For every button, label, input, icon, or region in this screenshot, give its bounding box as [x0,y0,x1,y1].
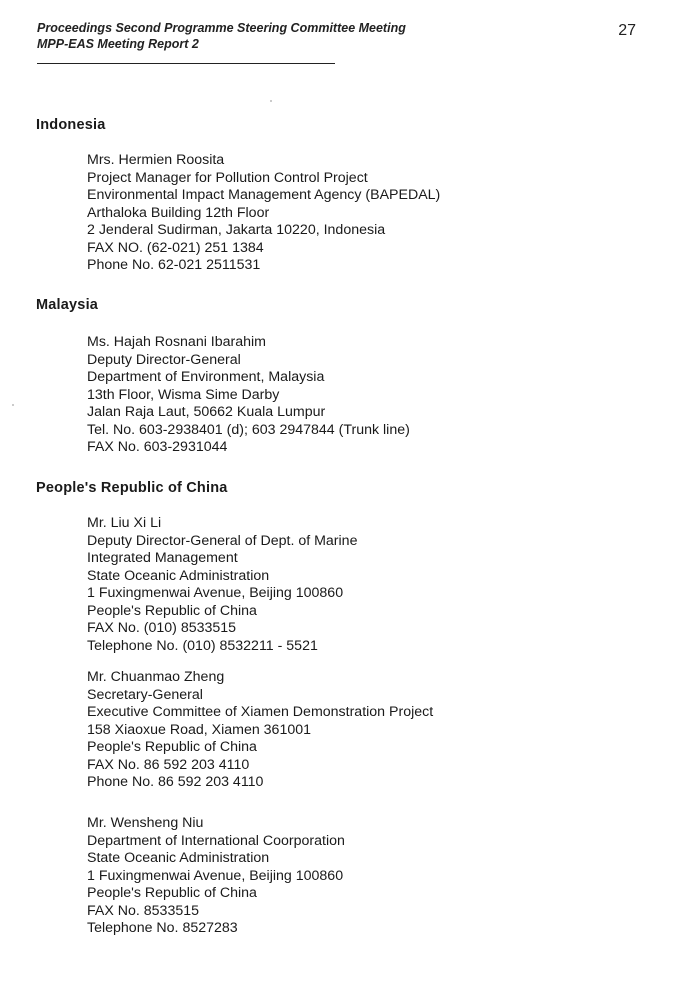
contact-entry [87,334,410,457]
header-subtitle: MPP-EAS Meeting Report 2 [37,37,199,51]
contact-line: Executive Committee of Xiamen Demonstration Project [87,704,434,720]
contact-fax: FAX No. 8533515 [87,902,200,919]
country-heading-china: People's Republic of China [36,480,228,496]
contact-line: 2 Jenderal Sudirman, Jakarta 10220, Indonesia [87,222,386,238]
contact-entry [87,515,357,655]
contact-line: 13th Floor, Wisma Sime Darby [87,386,280,403]
header-title: Proceedings Second Programme Steering Committee Meeting [37,21,406,35]
contact-entry [87,669,433,792]
contact-line: 1 Fuxingmenwai Avenue, Beijing 100860 [87,585,344,601]
contact-line: State Oceanic Administration [87,850,270,866]
contact-name: Mr. Liu Xi Li [87,515,162,531]
contact-line: Integrated Management [87,550,238,566]
page-number: 27 [618,22,636,39]
contact-line: Deputy Director-General [87,351,241,368]
contact-phone: Telephone No. (010) 8532211 - 5521 [87,637,318,654]
contact-phone: Phone No. 86 592 203 4110 [87,774,264,790]
contact-line: Project Manager for Pollution Control Project [87,169,368,186]
contact-entry [87,815,345,938]
contact-line: State Oceanic Administration [87,567,270,584]
contact-line: 1 Fuxingmenwai Avenue, Beijing 100860 [87,867,344,884]
running-header [37,20,406,52]
contact-phone: Phone No. 62-021 2511531 [87,257,261,273]
contact-name: Mr. Wensheng Niu [87,815,204,831]
contact-phone: Telephone No. 8527283 [87,920,238,936]
contact-fax: FAX No. 86 592 203 4110 [87,756,250,773]
contact-name: Mr. Chuanmao Zheng [87,669,225,685]
contact-line: 158 Xiaoxue Road, Xiamen 361001 [87,721,312,738]
contact-entry [87,152,440,275]
contact-fax: FAX No. 603-2931044 [87,439,228,455]
contact-phone: Tel. No. 603-2938401 (d); 603 2947844 (Trunk line) [87,421,410,438]
contact-line: Jalan Raja Laut, 50662 Kuala Lumpur [87,404,326,420]
contact-name: Ms. Hajah Rosnani Ibarahim [87,334,266,350]
contact-fax: FAX NO. (62-021) 251 1384 [87,239,264,256]
contact-line: Department of International Coorporation [87,832,345,849]
scan-speck [270,100,272,102]
contact-line: Arthaloka Building 12th Floor [87,204,270,221]
country-heading-indonesia: Indonesia [36,117,106,133]
contact-fax: FAX No. (010) 8533515 [87,620,237,636]
header-divider [37,63,335,64]
contact-line: Environmental Impact Management Agency (BAPEDAL) [87,187,441,203]
contact-line: Deputy Director-General of Dept. of Marine [87,532,358,549]
scan-speck [12,404,14,406]
contact-line: People's Republic of China [87,885,257,901]
contact-line: Secretary-General [87,686,203,703]
contact-line: Department of Environment, Malaysia [87,369,325,385]
contact-line: People's Republic of China [87,602,257,619]
contact-name: Mrs. Hermien Roosita [87,152,225,168]
country-heading-malaysia: Malaysia [36,297,99,313]
contact-line: People's Republic of China [87,739,257,755]
